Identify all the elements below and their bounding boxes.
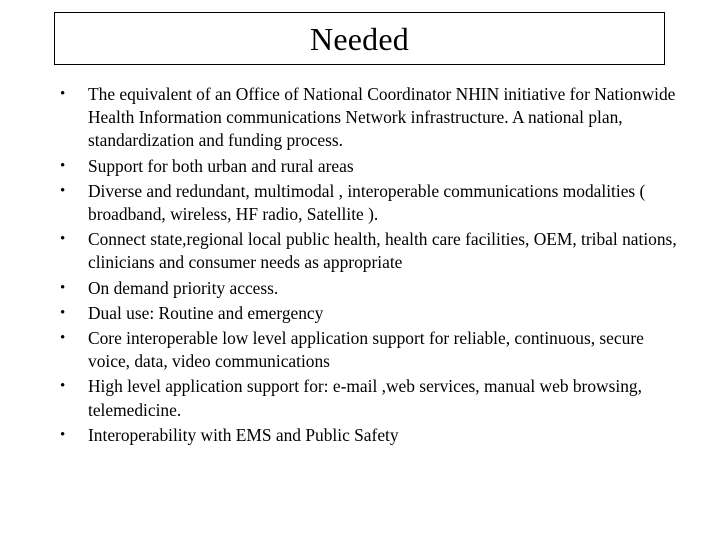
- bullet-text: Connect state,regional local public health, health care facilities, OEM, tribal nations, clinicians and consumer needs as appropriate: [88, 229, 677, 273]
- bullet-point-icon: •: [60, 86, 66, 102]
- bullet-point-icon: •: [60, 182, 66, 199]
- bullet-item: [0, 327, 720, 373]
- bullet-item: [0, 277, 720, 300]
- bullet-item: [0, 155, 720, 178]
- bullet-text: Core interoperable low level application support for reliable, continuous, secure voice, data, video communications: [88, 328, 644, 372]
- bullet-point-icon: •: [60, 157, 66, 174]
- bullet-item: [0, 302, 720, 325]
- bullet-text: High level application support for: e-mail ,web services, manual web browsing, telemedicine.: [88, 376, 642, 420]
- bullet-text: On demand priority access.: [88, 277, 279, 298]
- bullet-text: Support for both urban and rural areas: [88, 155, 354, 176]
- bullet-text: Interoperability with EMS and Public Safety: [88, 424, 399, 445]
- slide-title: Needed: [310, 20, 409, 57]
- bullet-list: [0, 83, 720, 449]
- bullet-text: The equivalent of an Office of National Coordinator NHIN initiative for Nationwide Health Information communications Network infrastructure. A national plan, standardization and funding process.: [88, 84, 676, 151]
- bullet-point-icon: •: [60, 378, 66, 395]
- bullet-point-icon: •: [60, 426, 66, 443]
- bullet-text: Dual use: Routine and emergency: [88, 302, 324, 323]
- bullet-point-icon: •: [60, 330, 66, 347]
- bullet-item: [0, 228, 720, 274]
- bullet-point-icon: •: [60, 304, 66, 321]
- bullet-item: [0, 180, 720, 226]
- bullet-point-icon: •: [60, 231, 66, 248]
- bullet-item: [0, 424, 720, 447]
- bullet-text: Diverse and redundant, multimodal , interoperable communications modalities ( broadband, wireless, HF radio, Satellite ).: [88, 180, 646, 225]
- bullet-item: [0, 83, 720, 153]
- title-box: [54, 12, 665, 65]
- bullet-point-icon: •: [60, 279, 66, 296]
- bullet-item: [0, 375, 720, 421]
